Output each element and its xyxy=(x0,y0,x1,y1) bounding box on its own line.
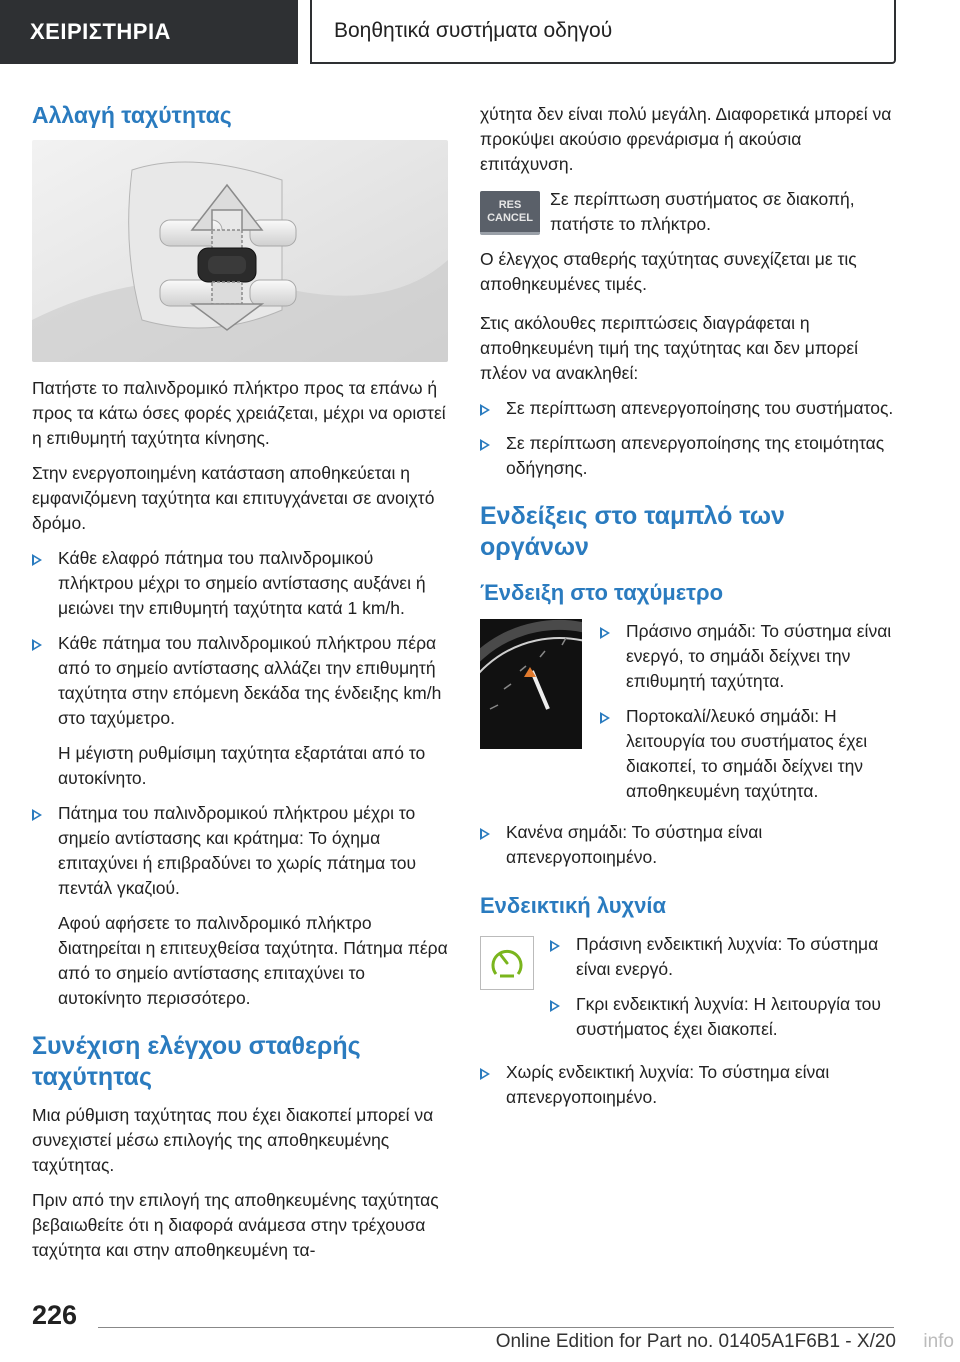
speedometer-marker-image xyxy=(480,619,582,749)
section-title: Βοηθητικά συστήματα οδηγού xyxy=(310,0,896,64)
list-item xyxy=(480,431,898,481)
list-item xyxy=(550,992,898,1042)
res-cancel-row xyxy=(480,187,898,237)
list-item-note: Η μέγιστη ρυθμίσιμη ταχύτητα εξαρτάται από το αυτοκίνητο. xyxy=(58,743,426,788)
heading-instrument-displays: Ενδείξεις στο ταμπλό των οργάνων xyxy=(480,502,785,561)
paragraph-resume: Μια ρύθμιση ταχύτητας που έχει διακοπεί μπορεί να συνεχιστεί μέσω επιλογής της αποθηκευμένης ταχύτητας. xyxy=(32,1105,434,1175)
list-item-text: Πράσινο σημάδι: Το σύστημα είναι ενεργό, το σημάδι δείχνει την επιθυμητή ταχύτητα. xyxy=(626,621,892,691)
heading-indicator-lamp: Ενδεικτική λυχνία xyxy=(480,893,667,918)
bullet-triangle-icon xyxy=(32,639,42,651)
list-item xyxy=(480,1060,898,1110)
res-label: RES xyxy=(498,198,522,211)
paragraph-press-rocker: Πατήστε το παλινδρομικό πλήκτρο προς τα επάνω ή προς τα κάτω όσες φορές χρειάζεται, μέχρι να οριστεί η επιθυμητή ταχύτητα κίνησης. xyxy=(32,378,446,448)
bullet-triangle-icon xyxy=(600,627,610,639)
list-item-text: Πορτοκαλί/λευκό σημάδι: Η λειτουργία του συστήματος έχει διακοπεί, το σημάδι δείχνει την αποθηκευμένη ταχύτητα. xyxy=(626,706,868,801)
list-item-text: Κανένα σημάδι: Το σύστημα είναι απενεργοποιημένο. xyxy=(506,822,763,867)
list-item-text: Κάθε πάτημα του παλινδρομικού πλήκτρου πέρα από το σημείο αντίστασης αλλάζει την επιθυμητή ταχύτητα στην επόμενη δεκάδα της ένδειξης km/h στο ταχύμετρο. xyxy=(58,633,442,728)
right-column xyxy=(480,102,898,1120)
list-item xyxy=(600,704,898,804)
bullet-triangle-icon xyxy=(32,554,42,566)
bullet-triangle-icon xyxy=(480,1068,490,1080)
watermark: info xyxy=(923,1331,954,1352)
paragraph-stored-values: Ο έλεγχος σταθερής ταχύτητας συνεχίζεται με τις αποθηκευμένες τιμές. xyxy=(480,249,857,294)
list-item-text: Γκρι ενδεικτική λυχνία: Η λειτουργία του συστήματος έχει διακοπεί. xyxy=(576,994,881,1039)
res-cancel-button-icon xyxy=(480,191,540,235)
list-item xyxy=(32,801,448,901)
chapter-tab: ΧΕΙΡΙΣΤΗΡΙΑ xyxy=(0,0,298,64)
paragraph-before-select: Πριν από την επιλογή της αποθηκευμένης ταχύτητας βεβαιωθείτε ότι η διαφορά ανάμεσα στην τρέχουσα ταχύτητα και στην αποθηκευμένη τα- xyxy=(32,1190,439,1260)
paragraph-activated-state: Στην ενεργοποιημένη κατάσταση αποθηκεύεται η εμφανιζόμενη ταχύτητα και επιτυγχάνεται σε ανοιχτό δρόμο. xyxy=(32,463,435,533)
bullet-triangle-icon xyxy=(600,712,610,724)
bullet-triangle-icon xyxy=(550,940,560,952)
list-item xyxy=(600,619,898,694)
heading-change-speed: Αλλαγή ταχύτητας xyxy=(32,102,232,128)
footer-divider xyxy=(98,1327,894,1328)
heading-continue-cruise: Συνέχιση ελέγχου σταθερής ταχύτητας xyxy=(32,1032,361,1091)
list-item-text: Σε περίπτωση απενεργοποίησης του συστήματος. xyxy=(506,398,894,418)
page-number: 226 xyxy=(32,1300,78,1330)
list-item xyxy=(480,396,898,421)
list-item xyxy=(32,631,448,731)
list-item xyxy=(480,820,898,870)
bullet-triangle-icon xyxy=(480,404,490,416)
bullet-triangle-icon xyxy=(550,1000,560,1012)
list-item-text: Σε περίπτωση απενεργοποίησης της ετοιμότητας οδήγησης. xyxy=(506,433,885,478)
bullet-triangle-icon xyxy=(32,809,42,821)
list-item-text: Χωρίς ενδεικτική λυχνία: Το σύστημα είναι απενεργοποιημένο. xyxy=(506,1062,830,1107)
speedometer-row xyxy=(480,619,898,814)
paragraph-deleted-value: Στις ακόλουθες περιπτώσεις διαγράφεται η αποθηκευμένη τιμή της ταχύτητας και δεν μπορεί πλέον να ανακληθεί: xyxy=(480,313,859,383)
bullet-triangle-icon xyxy=(480,828,490,840)
steering-wheel-rocker-image xyxy=(32,140,448,362)
list-item-text: Κάθε ελαφρό πάτημα του παλινδρομικού πλήκτρου μέχρι το σημείο αντίστασης αυξάνει ή μειώνει την επιθυμητή ταχύτητα κατά 1 km/h. xyxy=(58,548,426,618)
list-item-text: Πάτημα του παλινδρομικού πλήκτρου μέχρι το σημείο αντίστασης και κράτημα: Το όχημα επιταχύνει ή επιβραδύνει το χωρίς πάτημα του πεντάλ γκαζιού. xyxy=(58,803,417,898)
list-item-note: Αφού αφήσετε το παλινδρομικό πλήκτρο διατηρείται η επιτευχθείσα ταχύτητα. Πάτημα πέρα από το σημείο αντίστασης επιταχύνει το αυτοκίνητο περισσότερο. xyxy=(58,913,448,1008)
heading-speedometer: Ένδειξη στο ταχύμετρο xyxy=(480,580,724,605)
list-item xyxy=(32,546,448,621)
indicator-lamp-row xyxy=(480,932,898,1052)
res-cancel-text: Σε περίπτωση συστήματος σε διακοπή, πατήστε το πλήκτρο. xyxy=(550,189,855,234)
edition-text: Online Edition for Part no. 01405A1F6B1 - X/20 xyxy=(495,1331,896,1352)
list-item xyxy=(550,932,898,982)
paragraph-continued: χύτητα δεν είναι πολύ μεγάλη. Διαφορετικά μπορεί να προκύψει ακούσιο φρενάρισμα ή ακούσια επιτάχυνση. xyxy=(480,104,892,174)
cruise-control-lamp-icon xyxy=(480,936,534,990)
list-item-text: Πράσινη ενδεικτική λυχνία: Το σύστημα είναι ενεργό. xyxy=(576,934,879,979)
bullet-triangle-icon xyxy=(480,439,490,451)
left-column xyxy=(32,100,448,1273)
cancel-label: CANCEL xyxy=(487,211,533,224)
